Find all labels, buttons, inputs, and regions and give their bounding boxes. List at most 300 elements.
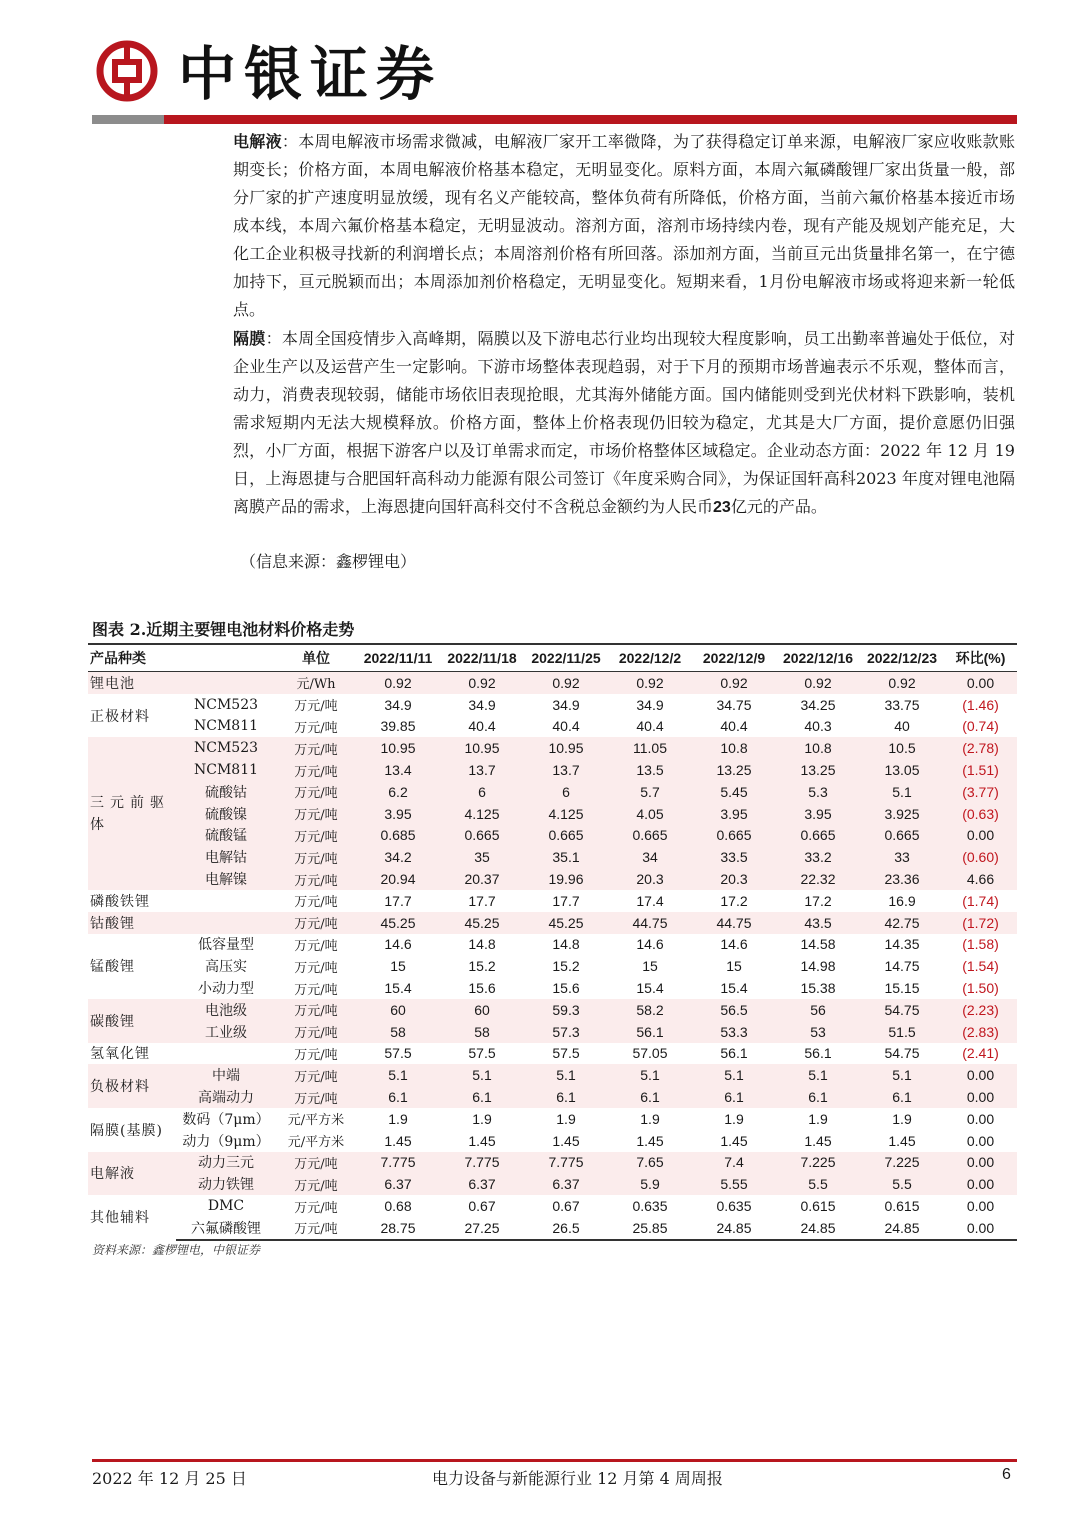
figure-title: 图表 2.近期主要锂电池材料价格走势	[92, 620, 355, 639]
price-cell: 13.7	[524, 759, 608, 781]
unit-cell: 万元/吨	[294, 1200, 338, 1216]
table-row	[88, 1217, 1017, 1240]
change-cell: (1.72)	[944, 912, 1017, 934]
change-cell: 0.00	[944, 1217, 1017, 1240]
price-cell: 6.1	[608, 1086, 692, 1108]
header-rule-grey	[92, 115, 164, 124]
unit-cell: 万元/吨	[294, 982, 338, 998]
unit-cell: 万元/吨	[276, 999, 356, 1021]
unit-cell: 万元/吨	[276, 1217, 356, 1240]
change-cell: 0.00	[966, 1110, 995, 1127]
price-cell: 57.05	[632, 1045, 668, 1062]
subtype-cell: 硫酸镍	[176, 803, 276, 825]
change-cell: 0.00	[966, 1198, 995, 1215]
price-cell: 0.665	[860, 825, 944, 847]
price-cell: 0.92	[860, 672, 944, 694]
column-header: 单位	[276, 644, 356, 672]
category-cell: 锰酸锂	[90, 959, 135, 976]
price-cell: 34.9	[636, 696, 664, 713]
table-row	[88, 1173, 1017, 1195]
price-cell: 17.2	[804, 892, 832, 909]
price-cell: 57.3	[524, 1021, 608, 1043]
column-header: 2022/12/9	[692, 644, 776, 672]
change-cell: (0.74)	[962, 718, 999, 735]
unit-cell: 万元/吨	[294, 699, 338, 715]
price-cell: 6.37	[356, 1173, 440, 1195]
paragraph-text: ：本周全国疫情步入高峰期，隔膜以及下游电芯行业均出现较大程度影响，员工出勤率普遍处于低位，对企业生产以及运营产生一定影响。下游市场整体表现趋弱，对于下月的预期市场普遍表示不乐观，整体而言，动力，消费表现较弱，储能市场依旧表现抢眼，尤其海外储能方面。国内储能则受到光伏材料下跌影响，装机需求短期内无法大规模释放。价格方面，整体上价格表现仍旧较为稳定，尤其是大厂方面，提价意愿仍旧强烈，小厂方面，根据下游客户以及订单需求而定，市场价格整体区域稳定。企业动态方面：2022 年 12 月 19 日，上海恩捷与合肥国轩高科动力能源有限公司签订《年度采购合同》，为保证国轩高科2023 年度对锂电池隔离膜产品的需求，上海恩捷向国轩高科交付不含税总金额约为人民币	[233, 329, 1015, 516]
price-cell: 17.4	[636, 892, 664, 909]
change-cell: (0.60)	[944, 846, 1017, 868]
subtype-cell: 六氟磷酸锂	[176, 1217, 276, 1240]
price-cell: 5.1	[524, 1064, 608, 1086]
price-cell: 6.1	[776, 1086, 860, 1108]
price-cell: 1.9	[388, 1110, 408, 1127]
column-header: 2022/12/2	[608, 644, 692, 672]
price-cell: 14.6	[720, 936, 748, 953]
price-cell: 7.225	[776, 1152, 860, 1174]
price-cell: 0.665	[524, 825, 608, 847]
price-cell: 5.1	[860, 781, 944, 803]
price-cell: 5.1	[608, 1064, 692, 1086]
paragraph-separator	[233, 325, 1015, 522]
price-cell: 14.8	[552, 936, 580, 953]
price-cell: 6.1	[860, 1086, 944, 1108]
price-cell: 24.85	[692, 1217, 776, 1240]
price-cell: 34.75	[716, 696, 752, 713]
price-cell: 6	[524, 781, 608, 803]
change-cell: 4.66	[944, 868, 1017, 890]
price-cell: 24.85	[776, 1217, 860, 1240]
price-cell: 33.75	[884, 696, 920, 713]
price-cell: 5.1	[440, 1064, 524, 1086]
price-cell: 56	[776, 999, 860, 1021]
unit-cell: 万元/吨	[276, 1064, 356, 1086]
subtype-cell: 硫酸锰	[176, 825, 276, 847]
price-cell: 15	[390, 958, 406, 975]
subtype-cell: 数码（7μm）	[182, 1111, 270, 1128]
price-cell: 6.1	[524, 1086, 608, 1108]
subtype-cell: NCM523	[193, 696, 259, 713]
unit-cell: 万元/吨	[276, 868, 356, 890]
table-row	[88, 759, 1017, 781]
unit-cell: 万元/吨	[294, 1047, 338, 1063]
subtype-cell: 电池级	[176, 999, 276, 1021]
price-cell: 56.1	[608, 1021, 692, 1043]
price-cell: 14.35	[884, 936, 920, 953]
price-cell: 1.9	[724, 1110, 744, 1127]
price-cell: 4.05	[608, 803, 692, 825]
price-cell: 7.775	[524, 1152, 608, 1174]
price-cell: 56.5	[692, 999, 776, 1021]
info-source: （信息来源：鑫椤锂电）	[240, 552, 417, 571]
footer-date: 2022 年 12 月 25 日	[92, 1469, 247, 1488]
table-row	[88, 868, 1017, 890]
table-body	[88, 672, 1017, 1240]
change-cell: 0.00	[944, 1086, 1017, 1108]
price-cell: 15.6	[552, 980, 580, 997]
price-cell: 3.95	[692, 803, 776, 825]
footer-title: 电力设备与新能源行业 12 月第 4 周周报	[432, 1469, 723, 1488]
price-cell: 26.5	[524, 1217, 608, 1240]
price-cell: 45.25	[356, 912, 440, 934]
table-row	[88, 694, 1017, 716]
change-cell: (1.51)	[944, 759, 1017, 781]
change-cell: (2.41)	[962, 1045, 999, 1062]
table-row	[88, 1021, 1017, 1043]
price-cell: 40.4	[552, 718, 580, 735]
price-cell: 17.2	[720, 892, 748, 909]
price-cell: 53	[776, 1021, 860, 1043]
price-cell: 5.3	[776, 781, 860, 803]
price-cell: 28.75	[356, 1217, 440, 1240]
price-cell: 25.85	[608, 1217, 692, 1240]
unit-cell: 万元/吨	[276, 781, 356, 803]
unit-cell: 万元/吨	[276, 846, 356, 868]
price-cell: 6.37	[524, 1173, 608, 1195]
subtype-cell: 硫酸钴	[176, 781, 276, 803]
subtype-cell: NCM811	[193, 718, 259, 735]
table-row	[88, 1043, 1017, 1065]
change-cell: (1.50)	[962, 980, 999, 997]
category-cell: 电解液	[88, 1152, 176, 1196]
price-cell: 10.95	[524, 737, 608, 759]
price-cell: 57.5	[384, 1045, 412, 1062]
price-cell: 6.37	[440, 1173, 524, 1195]
subtype-cell: 高压实	[205, 959, 247, 976]
subtype-cell: 高端动力	[176, 1086, 276, 1108]
paragraph-electrolyte	[233, 128, 1015, 324]
table-row	[88, 977, 1017, 999]
price-cell: 15.4	[720, 980, 748, 997]
price-cell: 53.3	[692, 1021, 776, 1043]
price-cell: 7.65	[608, 1152, 692, 1174]
subtype-cell	[176, 672, 276, 694]
price-cell: 20.37	[440, 868, 524, 890]
table-header-row	[88, 644, 1017, 672]
subtype-cell	[176, 890, 276, 912]
change-cell: (1.54)	[962, 958, 999, 975]
column-header: 2022/12/23	[860, 644, 944, 672]
unit-cell: 元/平方米	[287, 1135, 345, 1151]
price-cell: 7.225	[860, 1152, 944, 1174]
price-cell: 54.75	[860, 999, 944, 1021]
price-cell: 6.1	[440, 1086, 524, 1108]
price-cell: 5.5	[860, 1173, 944, 1195]
price-cell: 17.7	[552, 892, 580, 909]
unit-cell: 万元/吨	[276, 1173, 356, 1195]
table-row	[88, 781, 1017, 803]
category-cell: 其他辅料	[90, 1210, 150, 1227]
category-cell: 隔膜(基膜)	[90, 1122, 163, 1139]
price-cell: 1.9	[808, 1110, 828, 1127]
subtype-cell: 低容量型	[198, 937, 254, 954]
unit-cell: 万元/吨	[276, 825, 356, 847]
price-cell: 19.96	[524, 868, 608, 890]
price-cell: 5.1	[692, 1064, 776, 1086]
price-cell: 1.9	[472, 1110, 492, 1127]
price-cell: 1.45	[888, 1132, 916, 1149]
table-row	[88, 716, 1017, 738]
price-cell: 44.75	[692, 912, 776, 934]
price-cell: 42.75	[860, 912, 944, 934]
price-cell: 34.9	[384, 696, 412, 713]
paragraph-text-end: 亿元的产品。	[730, 497, 827, 516]
paragraph-lead: 电解液	[233, 132, 282, 151]
column-header: 2022/11/11	[356, 644, 440, 672]
price-cell: 4.125	[440, 803, 524, 825]
price-cell: 0.68	[384, 1198, 412, 1215]
price-cell: 3.95	[356, 803, 440, 825]
price-cell: 15	[642, 958, 658, 975]
price-cell: 10.8	[692, 737, 776, 759]
footer-rule	[92, 1459, 1017, 1462]
price-cell: 40.4	[636, 718, 664, 735]
price-cell: 14.6	[636, 936, 664, 953]
table-row	[88, 999, 1017, 1021]
price-cell: 43.5	[776, 912, 860, 934]
table-row	[88, 934, 1017, 956]
price-cell: 44.75	[608, 912, 692, 934]
unit-cell: 万元/吨	[276, 912, 356, 934]
price-cell: 5.1	[776, 1064, 860, 1086]
price-cell: 6.1	[692, 1086, 776, 1108]
table-source-note: 资料来源：鑫椤锂电，中银证券	[92, 1243, 261, 1257]
unit-cell: 元/平方米	[287, 1113, 345, 1129]
price-cell: 15.6	[468, 980, 496, 997]
table-row	[88, 1152, 1017, 1174]
price-cell: 20.94	[356, 868, 440, 890]
change-cell: (3.77)	[944, 781, 1017, 803]
table-row	[88, 890, 1017, 912]
price-cell: 1.45	[384, 1132, 412, 1149]
price-cell: 59.3	[524, 999, 608, 1021]
price-cell: 0.67	[468, 1198, 496, 1215]
price-cell: 0.665	[440, 825, 524, 847]
price-cell: 6.1	[356, 1086, 440, 1108]
price-cell: 20.3	[692, 868, 776, 890]
subtype-cell: 中端	[176, 1064, 276, 1086]
price-cell: 27.25	[440, 1217, 524, 1240]
unit-cell: 万元/吨	[276, 737, 356, 759]
price-cell: 23.36	[860, 868, 944, 890]
subtype-cell: DMC	[207, 1198, 245, 1215]
price-cell: 1.9	[556, 1110, 576, 1127]
price-cell: 39.85	[380, 718, 416, 735]
subtype-cell	[176, 1043, 276, 1065]
price-cell: 13.4	[356, 759, 440, 781]
subtype-cell	[176, 912, 276, 934]
table-row	[88, 1086, 1017, 1108]
price-cell: 14.6	[384, 936, 412, 953]
price-cell: 15.2	[552, 958, 580, 975]
change-cell: (1.58)	[962, 936, 999, 953]
unit-cell: 万元/吨	[294, 938, 338, 954]
price-table-container	[88, 643, 1017, 1241]
table-row	[88, 955, 1017, 977]
category-cell: 磷酸铁锂	[90, 893, 150, 910]
change-cell: (1.74)	[962, 892, 999, 909]
price-cell: 5.5	[776, 1173, 860, 1195]
header-rule-red	[164, 115, 1017, 124]
unit-cell: 万元/吨	[276, 1021, 356, 1043]
price-cell: 35	[440, 846, 524, 868]
price-cell: 0.665	[776, 825, 860, 847]
table-row	[88, 1195, 1017, 1217]
change-cell: 0.00	[944, 1064, 1017, 1086]
page-header	[92, 30, 1017, 125]
subtype-cell: 工业级	[176, 1021, 276, 1043]
price-cell: 40.3	[804, 718, 832, 735]
price-cell: 13.5	[608, 759, 692, 781]
change-cell: (2.83)	[944, 1021, 1017, 1043]
change-cell: 0.00	[966, 1132, 995, 1149]
price-cell: 0.67	[552, 1198, 580, 1215]
price-cell: 14.58	[800, 936, 836, 953]
price-cell: 0.635	[716, 1198, 752, 1215]
change-cell: (2.78)	[944, 737, 1017, 759]
paragraph-lead: 隔膜	[233, 329, 266, 348]
price-cell: 0.92	[440, 672, 524, 694]
price-cell: 15.2	[468, 958, 496, 975]
brand-name: 中银证券	[178, 40, 443, 108]
price-cell: 35.1	[524, 846, 608, 868]
subtype-cell: NCM523	[176, 737, 276, 759]
price-cell: 17.7	[468, 892, 496, 909]
subtype-cell: 动力铁锂	[176, 1173, 276, 1195]
price-cell: 54.75	[884, 1045, 920, 1062]
price-cell: 6	[440, 781, 524, 803]
table-row	[88, 1130, 1017, 1152]
subtype-cell: NCM811	[176, 759, 276, 781]
price-cell: 1.9	[892, 1110, 912, 1127]
change-cell: (1.46)	[962, 696, 999, 713]
unit-cell: 万元/吨	[276, 1086, 356, 1108]
bank-of-china-logo-icon	[96, 40, 158, 102]
price-cell: 57.5	[552, 1045, 580, 1062]
price-cell: 14.75	[884, 958, 920, 975]
price-cell: 13.7	[440, 759, 524, 781]
price-cell: 10.95	[440, 737, 524, 759]
price-cell: 58	[356, 1021, 440, 1043]
price-cell: 10.8	[776, 737, 860, 759]
price-cell: 5.1	[860, 1064, 944, 1086]
page-number: 6	[1002, 1466, 1011, 1483]
price-cell: 5.1	[356, 1064, 440, 1086]
price-cell: 1.45	[636, 1132, 664, 1149]
price-cell: 34.9	[468, 696, 496, 713]
column-header: 环比(%)	[944, 644, 1017, 672]
price-cell: 3.95	[776, 803, 860, 825]
category-cell: 碳酸锂	[88, 999, 176, 1043]
table-row	[88, 672, 1017, 694]
price-cell: 13.25	[776, 759, 860, 781]
table-row	[88, 846, 1017, 868]
price-cell: 15.38	[800, 980, 836, 997]
table-row	[88, 1108, 1017, 1130]
price-cell: 0.92	[524, 672, 608, 694]
price-cell: 1.45	[804, 1132, 832, 1149]
table-row	[88, 803, 1017, 825]
category-cell: 正极材料	[90, 708, 150, 725]
price-cell: 33.2	[776, 846, 860, 868]
price-cell: 60	[440, 999, 524, 1021]
column-header: 2022/11/18	[440, 644, 524, 672]
change-cell: (2.23)	[944, 999, 1017, 1021]
price-cell: 13.05	[860, 759, 944, 781]
price-cell: 0.635	[632, 1198, 668, 1215]
price-cell: 15.15	[884, 980, 920, 997]
price-cell: 40.4	[720, 718, 748, 735]
price-cell: 1.45	[468, 1132, 496, 1149]
price-cell: 7.4	[692, 1152, 776, 1174]
price-cell: 0.92	[692, 672, 776, 694]
category-cell: 氢氧化锂	[90, 1046, 150, 1063]
price-cell: 24.85	[860, 1217, 944, 1240]
price-cell: 33.5	[692, 846, 776, 868]
price-cell: 16.9	[888, 892, 916, 909]
price-cell: 0.685	[356, 825, 440, 847]
price-cell: 45.25	[440, 912, 524, 934]
price-cell: 58.2	[608, 999, 692, 1021]
price-cell: 0.615	[884, 1198, 920, 1215]
contract-amount: 23	[713, 499, 731, 516]
change-cell: 0.00	[944, 1173, 1017, 1195]
subtype-cell: 电解镍	[176, 868, 276, 890]
price-cell: 15.4	[384, 980, 412, 997]
unit-cell: 万元/吨	[294, 720, 338, 736]
table-row	[88, 1064, 1017, 1086]
price-table	[88, 643, 1017, 1241]
column-header: 产品种类	[88, 644, 176, 672]
price-cell: 0.665	[608, 825, 692, 847]
price-cell: 60	[356, 999, 440, 1021]
category-cell: 三元前驱体	[88, 737, 176, 890]
paragraph-text: ：本周电解液市场需求微减，电解液厂家开工率微降，为了获得稳定订单来源，电解液厂家应收账款账期变长；价格方面，本周电解液价格基本稳定，无明显变化。原料方面，本周六氟磷酸锂厂家出货量一般，部分厂家的扩产速度明显放缓，现有名义产能较高，整体负荷有所降低，价格方面，当前六氟价格基本接近市场成本线，本周六氟价格基本稳定，无明显波动。溶剂方面，溶剂市场持续内卷，现有产能及规划产能充足，大化工企业积极寻找新的利润增长点；本周溶剂价格有所回落。添加剂方面，当前亘元出货量排名第一，在宁德加持下，亘元脱颖而出；本周添加剂价格稳定，无明显变化。短期来看，1月份电解液市场或将迎来新一轮低点。	[233, 132, 1015, 319]
price-cell: 40.4	[468, 718, 496, 735]
subtype-cell: 动力三元	[176, 1152, 276, 1174]
price-cell: 57.5	[468, 1045, 496, 1062]
price-cell: 0.615	[800, 1198, 836, 1215]
price-cell: 45.25	[524, 912, 608, 934]
price-cell: 1.45	[720, 1132, 748, 1149]
subtype-cell: 电解钴	[176, 846, 276, 868]
unit-cell: 万元/吨	[294, 960, 338, 976]
price-cell: 34.2	[356, 846, 440, 868]
category-cell: 锂电池	[88, 672, 176, 694]
price-cell: 40	[894, 718, 910, 735]
price-cell: 1.45	[552, 1132, 580, 1149]
price-cell: 6.2	[356, 781, 440, 803]
table-row	[88, 825, 1017, 847]
price-cell: 10.95	[356, 737, 440, 759]
price-cell: 5.55	[692, 1173, 776, 1195]
price-cell: 0.665	[692, 825, 776, 847]
price-cell: 34	[608, 846, 692, 868]
price-cell: 7.775	[440, 1152, 524, 1174]
price-cell: 34.9	[552, 696, 580, 713]
price-cell: 56.1	[720, 1045, 748, 1062]
unit-cell: 万元/吨	[276, 1152, 356, 1174]
column-header: 2022/12/16	[776, 644, 860, 672]
price-cell: 4.125	[524, 803, 608, 825]
price-cell: 15.4	[636, 980, 664, 997]
price-cell: 0.92	[776, 672, 860, 694]
subtype-cell: 小动力型	[198, 981, 254, 998]
column-header	[176, 644, 276, 672]
price-cell: 13.25	[692, 759, 776, 781]
price-cell: 5.9	[608, 1173, 692, 1195]
price-cell: 56.1	[804, 1045, 832, 1062]
